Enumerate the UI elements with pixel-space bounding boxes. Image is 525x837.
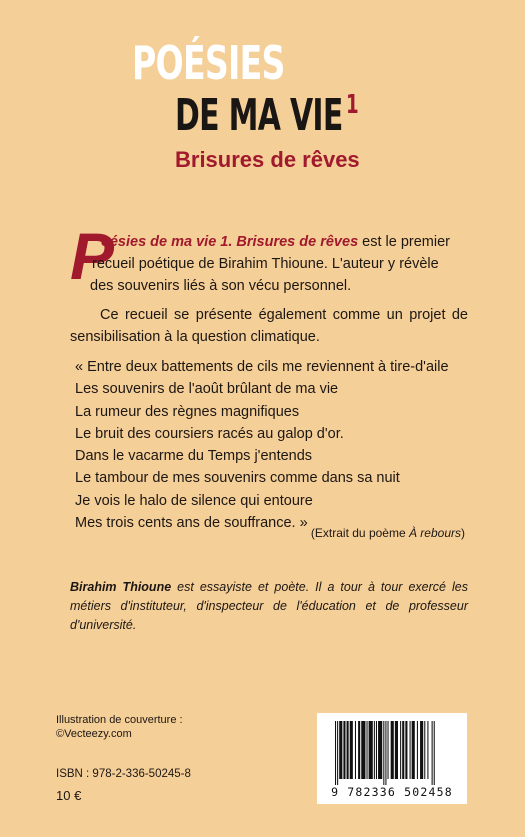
barcode-bar — [337, 721, 338, 785]
author-name: Birahim Thioune — [70, 580, 172, 594]
barcode — [317, 713, 467, 804]
poem-excerpt — [75, 356, 449, 534]
barcode-bar — [417, 721, 418, 779]
intro-line-1 — [70, 231, 468, 253]
citation-prefix: (Extrait du poème — [310, 526, 409, 540]
citation-suffix: ) — [461, 526, 465, 540]
intro-paragraph — [70, 231, 468, 297]
barcode-bar — [427, 721, 428, 779]
credits-line-1: Illustration de couverture : — [56, 714, 183, 726]
barcode-bar — [343, 721, 345, 779]
poem-line: Je vois le halo de silence qui entoure — [75, 492, 313, 509]
barcode-bar — [424, 721, 425, 779]
barcode-bar — [339, 721, 342, 779]
book-reference: oésies de ma vie 1. Brisures de rêves — [101, 234, 359, 250]
title-line-2: DE MA VIE — [175, 90, 343, 141]
barcode-bar — [383, 721, 384, 785]
barcode-bar — [347, 721, 349, 779]
barcode-bar — [432, 721, 433, 785]
barcode-bar — [355, 721, 356, 779]
barcode-bar — [385, 721, 386, 785]
barcode-bar — [369, 721, 373, 779]
barcode-bar — [350, 721, 353, 779]
credits-line-2: ©Vecteezy.com — [56, 728, 132, 740]
barcode-bar — [402, 721, 404, 779]
barcode-number: 9 782336 502458 — [331, 785, 453, 799]
isbn: ISBN : 978-2-336-50245-8 — [56, 768, 191, 780]
poem-line: Dans le vacarme du Temps j'entends — [75, 448, 313, 465]
poem-line: Le bruit des coursiers racés au galop d'or. — [75, 425, 344, 442]
intro-line-1-rest: est le premier — [358, 234, 451, 250]
subtitle: Brisures de rêves — [175, 147, 360, 172]
illustration-credits — [56, 713, 183, 741]
barcode-bar — [388, 721, 389, 779]
price: 10 € — [56, 788, 82, 803]
barcode-bars — [333, 721, 451, 785]
barcode-bar — [358, 721, 360, 779]
barcode-bar — [361, 721, 365, 779]
barcode-bar — [400, 721, 401, 779]
barcode-bar — [420, 721, 423, 779]
barcode-bar — [395, 721, 398, 779]
author-bio — [70, 578, 468, 635]
barcode-bar — [410, 721, 411, 779]
citation-poem-title: À rebours — [408, 526, 461, 540]
barcode-bar — [374, 721, 375, 779]
poem-line: Les souvenirs de l'août brûlant de ma vie — [75, 381, 339, 398]
drop-cap: P — [70, 219, 115, 293]
barcode-bar — [434, 721, 435, 785]
barcode-bar — [367, 721, 368, 779]
poem-line: Mes trois cents ans de souffrance. » — [75, 515, 308, 532]
poem-citation — [311, 526, 465, 540]
intro-line-2: recueil poétique de Birahim Thioune. L'auteur y révèle — [92, 256, 439, 272]
barcode-bar — [391, 721, 394, 779]
barcode-bar — [335, 721, 336, 785]
barcode-bar — [412, 721, 415, 779]
poem-line: « Entre deux battements de cils me reviennent à tire-d'aile — [75, 359, 449, 375]
title-line-1: POÉSIES — [132, 36, 285, 90]
poem-line: La rumeur des règnes magnifiques — [75, 403, 300, 420]
barcode-bar — [376, 721, 377, 779]
intro-line-3: des souvenirs liés à son vécu personnel. — [90, 278, 352, 294]
volume-number: 1 — [346, 90, 359, 120]
author-bio-text: est essayiste et poète. Il a tour à tour exercé les métiers d'instituteur, d'inspecteur de l'éducation et de professeur d'université. — [70, 580, 468, 632]
barcode-bar — [378, 721, 382, 779]
climate-paragraph: Ce recueil se présente également comme un projet de sensibilisation à la question climatique. — [70, 307, 468, 345]
poem-line: Le tambour de mes souvenirs comme dans sa nuit — [75, 470, 400, 487]
barcode-bar — [405, 721, 407, 779]
